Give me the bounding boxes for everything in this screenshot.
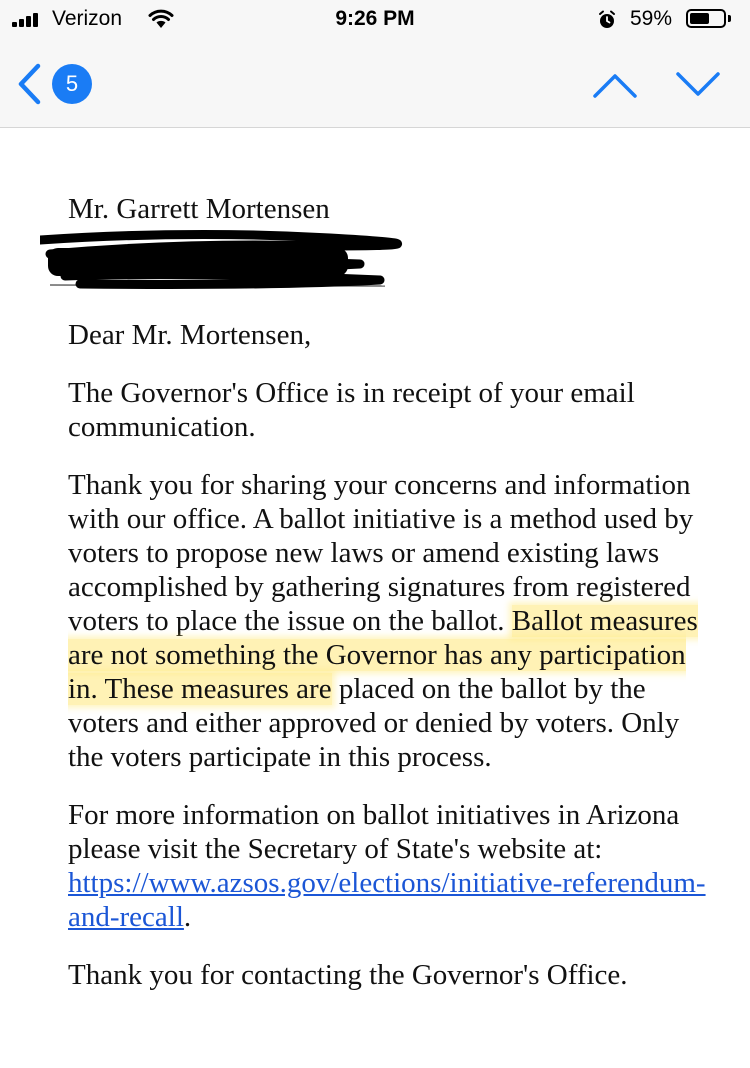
battery-nub — [728, 15, 731, 22]
azsos-link[interactable]: https://www.azsos.gov/elections/initiative-referendum-and-recall — [68, 867, 706, 933]
paragraph-ballot-text-end: placed on the ballot by the voters and either approved or denied by voters. Only the voters participate in this process. — [68, 673, 680, 773]
redaction-scribble — [40, 226, 410, 294]
paragraph-receipt: The Governor's Office is in receipt of your email communication. — [68, 377, 635, 443]
alarm-icon — [597, 10, 617, 30]
paragraph-ballot-initiative — [68, 468, 708, 774]
status-bar — [0, 0, 750, 40]
highlighted-text: Ballot measures are not something the Governor has any participation in. These measures are — [68, 605, 698, 705]
battery-level-fill — [690, 13, 709, 24]
chevron-up-icon[interactable] — [590, 66, 640, 102]
paragraph-more-info — [68, 798, 708, 934]
salutation: Dear Mr. Mortensen, — [68, 319, 312, 351]
mail-nav-bar — [0, 40, 750, 128]
unread-count-badge: 5 — [52, 64, 92, 104]
redacted-address — [68, 226, 708, 294]
carrier-name: Verizon — [52, 7, 123, 30]
paragraph-thanks: Thank you for contacting the Governor's Office. — [68, 959, 628, 991]
clock-time: 9:26 PM — [335, 7, 415, 30]
more-info-period: . — [183, 901, 192, 933]
email-body — [68, 192, 708, 992]
paragraph-ballot-text-start: Thank you for sharing your concerns and information with our office. A ballot initiative is a method used by voters to propose new laws or amend existing laws accomplished by gathering signatures from registered voters to place the issue on the ballot. — [68, 469, 694, 637]
chevron-down-icon[interactable] — [673, 66, 723, 102]
recipient-name: Mr. Garrett Mortensen — [68, 193, 330, 225]
back-chevron-icon — [16, 63, 44, 105]
address-block — [68, 192, 708, 294]
battery-icon — [686, 9, 726, 28]
battery-percent: 59% — [630, 7, 673, 30]
back-button[interactable] — [14, 60, 104, 108]
more-info-text: For more information on ballot initiatives in Arizona please visit the Secretary of State's website at: — [68, 799, 680, 865]
